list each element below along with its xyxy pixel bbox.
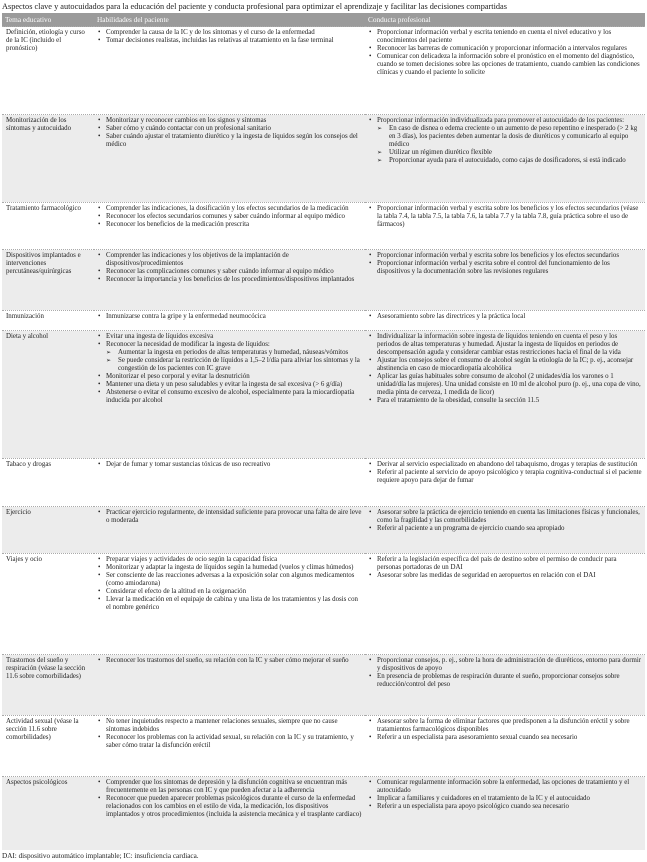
bullet-item: • Reconocer la importancia y los beneficios de los procedimientos/dispositivos implantados [97, 276, 362, 284]
bullet-item: • Comunicar regularmente información sobre la enfermedad, las opciones de tratamiento y el autocuidado [368, 779, 642, 795]
row-professional-conduct [365, 249, 645, 310]
row-topic: Tabaco y drogas [2, 459, 94, 506]
row-professional-conduct [365, 553, 645, 654]
row-topic: Tratamiento farmacológico [2, 202, 94, 249]
skills-list [97, 461, 362, 469]
bullet-item: • Proporcionar información verbal y escrita sobre los beneficios y los efectos secundarios [368, 252, 642, 260]
table-row [2, 655, 645, 716]
bullet-item: • Reconocer los problemas con la actividad sexual, su relación con la IC y su tratamiento, y saber cómo tratar la disfunción eréctil [97, 734, 362, 750]
bullet-item: • Llevar la medicación en el equipaje de cabina y una lista de los tratamientos y las dosis con el nombre genérico [97, 596, 362, 612]
bullet-item: • Ser consciente de las reacciones adversas a la exposición solar con algunos medicamentos (como amiodarona) [97, 572, 362, 588]
sub-bullet-item: ➢ Proporcionar ayuda para el autocuidado, como cajas de dosificadores, si está indicado [368, 157, 642, 165]
skills-list [97, 509, 362, 525]
bullet-item: • Reconocer los trastornos del sueño, su relación con la IC y saber cómo mejorar el sueño [97, 657, 362, 665]
table-row [2, 27, 645, 115]
conduct-list [368, 29, 642, 77]
row-patient-skills [94, 506, 365, 553]
bullet-item: • Proporcionar consejos, p. ej., sobre la hora de administración de diuréticos, entorno para dormir y dispositivos de apoyo [368, 657, 642, 673]
row-topic: Ejercicio [2, 506, 94, 553]
row-topic: Aspectos psicológicos [2, 776, 94, 850]
bullet-item: • Comprender que los síntomas de depresión y la disfunción cognitiva se encuentran más frecuentemente en las personas con IC y que pueden afectar a la adherencia [97, 779, 362, 795]
header-topic: Tema educativo [2, 13, 94, 27]
row-topic: Inmunización [2, 310, 94, 330]
education-table [2, 13, 645, 850]
bullet-item: • Tomar decisiones realistas, incluidas las relativas al tratamiento en la fase terminal [97, 37, 362, 45]
bullet-item: • Reconocer la necesidad de modificar la ingesta de líquidos: [97, 341, 362, 349]
bullet-item: • Ajustar los consejos sobre el consumo de alcohol según la etiología de la IC; p. ej., aconsejar abstinencia en caso de miocardiopatía alcohólica [368, 357, 642, 373]
skills-list [97, 29, 362, 45]
bullet-item: • Referir al paciente a un programa de ejercicio cuando sea apropiado [368, 525, 642, 533]
row-topic: Definición, etiología y curso de la IC (incluido el pronóstico) [2, 27, 94, 115]
bullet-item: • Comunicar con delicadeza la información sobre el pronóstico en el momento del diagnóstico, cuando se tomen decisiones sobre las opciones de tratamiento, cuando cambien las condiciones clínicas y cuando el paciente lo solicite [368, 53, 642, 77]
table-row [2, 202, 645, 249]
row-topic: Viajes y ocio [2, 553, 94, 654]
bullet-item: • Referir al paciente al servicio de apoyo psicológico y terapia cognitiva-conductual si el paciente requiere apoyo para dejar de fumar [368, 469, 642, 485]
table-row [2, 249, 645, 310]
bullet-item: • Asesorar sobre la forma de eliminar factores que predisponen a la disfunción eréctil y sobre tratamientos farmacológicos disponibles [368, 718, 642, 734]
bullet-item: • Monitorizar y adaptar la ingesta de líquidos según la humedad (vuelos y climas húmedos) [97, 564, 362, 572]
row-topic: Trastornos del sueño y respiración (véase la sección 11.6 sobre comorbilidades) [2, 655, 94, 716]
row-patient-skills [94, 202, 365, 249]
sub-bullet-item: ➢ Aumentar la ingesta en periodos de altas temperaturas y humedad, náuseas/vómitos [97, 349, 362, 357]
conduct-list [368, 252, 642, 276]
bullet-item: • Saber cómo y cuándo contactar con un profesional sanitario [97, 125, 362, 133]
bullet-item: • Referir a un especialista para asesoramiento sexual cuando sea necesario [368, 734, 642, 742]
bullet-item: • Para el tratamiento de la obesidad, consulte la sección 11.5 [368, 397, 642, 405]
table-row [2, 459, 645, 506]
footnote: DAI: dispositivo automático implantable; IC: insuficiencia cardiaca. [2, 852, 199, 860]
conduct-list [368, 313, 642, 321]
conduct-list [368, 205, 642, 229]
conduct-list [368, 509, 642, 533]
skills-list [97, 313, 362, 321]
sub-bullet-item: ➢ En caso de disnea o edema creciente o un aumento de peso repentino e inesperado (> 2 kg en 3 días), los pacientes deben aumentar la dosis de diuréticos y comunicarlo al equipo médico [368, 125, 642, 149]
row-patient-skills [94, 249, 365, 310]
row-patient-skills [94, 553, 365, 654]
bullet-item: • Preparar viajes y actividades de ocio según la capacidad física [97, 556, 362, 564]
bullet-item: • Individualizar la información sobre ingesta de líquidos teniendo en cuenta el peso y los periodos de altas temperaturas y humedad. Ajustar la ingesta de líquidos en periodos de descompensación aguda y considerar cambiar estas restricciones hacia el final de la vida [368, 333, 642, 357]
row-topic: Dispositivos implantados e intervenciones percutáneas/quirúrgicas [2, 249, 94, 310]
table-row [2, 776, 645, 850]
bullet-item: • Reconocer las barreras de comunicación y proporcionar información a intervalos regulares [368, 45, 642, 53]
row-professional-conduct [365, 114, 645, 202]
row-patient-skills [94, 27, 365, 115]
row-patient-skills [94, 716, 365, 777]
row-professional-conduct [365, 459, 645, 506]
bullet-item: • Asesorar sobre las medidas de seguridad en aeropuertos en relación con el DAI [368, 572, 642, 580]
sub-bullet-item: ➢ Utilizar un régimen diurético flexible [368, 149, 642, 157]
bullet-item: • Inmunizarse contra la gripe y la enfermedad neumocócica [97, 313, 362, 321]
conduct-list [368, 333, 642, 405]
row-patient-skills [94, 655, 365, 716]
skills-list [97, 205, 362, 229]
row-patient-skills [94, 331, 365, 459]
sub-bullet-item: ➢ Se puede considerar la restricción de líquidos a 1,5–2 l/día para aliviar los síntomas y la congestión de los pacientes con IC grave [97, 357, 362, 373]
bullet-item: • Comprender las indicaciones, la dosificación y los efectos secundarios de la medicación [97, 205, 362, 213]
bullet-item: • Evitar una ingesta de líquidos excesiva [97, 333, 362, 341]
row-patient-skills [94, 459, 365, 506]
bullet-item: • Proporcionar información verbal y escrita teniendo en cuenta el nivel educativo y los conocimientos del paciente [368, 29, 642, 45]
header-conduct: Conducta profesional [365, 13, 645, 27]
table-row [2, 716, 645, 777]
row-topic: Actividad sexual (véase la sección 11.6 sobre comorbilidades) [2, 716, 94, 777]
row-professional-conduct [365, 27, 645, 115]
table-row [2, 506, 645, 553]
bullet-item: • Reconocer las complicaciones comunes y saber cuándo informar al equipo médico [97, 268, 362, 276]
row-patient-skills [94, 776, 365, 850]
skills-list [97, 779, 362, 819]
bullet-item: • Asesorar sobre la práctica de ejercicio teniendo en cuenta las limitaciones físicas y funcionales, como la fragilidad y las comorbilidades [368, 509, 642, 525]
row-professional-conduct [365, 655, 645, 716]
conduct-list [368, 556, 642, 580]
bullet-item: • Referir a la legislación específica del país de destino sobre el permiso de conducir para personas portadoras de un DAI [368, 556, 642, 572]
table-caption: Aspectos clave y autocuidados para la educación del paciente y conducta profesional para optimizar el aprendizaje y facilitar las decisiones compartidas [2, 2, 507, 11]
bullet-item: • Monitorizar y reconocer cambios en los signos y síntomas [97, 117, 362, 125]
skills-list [97, 117, 362, 149]
skills-list [97, 252, 362, 284]
bullet-item: • Proporcionar información individualizada para promover el autocuidado de los pacientes: [368, 117, 642, 125]
bullet-item: • Abstenerse o evitar el consumo excesivo de alcohol, especialmente para la miocardiopatía inducida por alcohol [97, 389, 362, 405]
row-professional-conduct [365, 331, 645, 459]
table-row [2, 114, 645, 202]
row-professional-conduct [365, 716, 645, 777]
conduct-list [368, 718, 642, 742]
header-skills: Habilidades del paciente [94, 13, 365, 27]
bullet-item: • Practicar ejercicio regularmente, de intensidad suficiente para provocar una falta de aire leve o moderada [97, 509, 362, 525]
table-row [2, 310, 645, 330]
bullet-item: • Implicar a familiares y cuidadores en el tratamiento de la IC y el autocuidado [368, 795, 642, 803]
bullet-item: • Asesoramiento sobre las directrices y la práctica local [368, 313, 642, 321]
skills-list [97, 718, 362, 750]
bullet-item: • Reconocer que pueden aparecer problemas psicológicos durante el curso de la enfermedad relacionados con los cambios en el estilo de vida, la medicación, los dispositivos implantados y otros procedimientos (incluida la asistencia mecánica y el trasplante cardiaco) [97, 795, 362, 819]
row-professional-conduct [365, 310, 645, 330]
conduct-list [368, 461, 642, 485]
table-row [2, 331, 645, 459]
bullet-item: • Considerar el efecto de la altitud en la oxigenación [97, 588, 362, 596]
bullet-item: • Dejar de fumar y tomar sustancias tóxicas de uso recreativo [97, 461, 362, 469]
skills-list [97, 657, 362, 665]
bullet-item: • Comprender las indicaciones y los objetivos de la implantación de dispositivos/procedimientos [97, 252, 362, 268]
row-professional-conduct [365, 506, 645, 553]
bullet-item: • Mantener una dieta y un peso saludables y evitar la ingesta de sal excesiva (> 6 g/día) [97, 381, 362, 389]
table-header-row [2, 13, 645, 27]
skills-list [97, 556, 362, 612]
table-row [2, 553, 645, 654]
bullet-item: • Reconocer los efectos secundarios comunes y saber cuándo informar al equipo médico [97, 213, 362, 221]
bullet-item: • Referir a un especialista para apoyo psicológico cuando sea necesario [368, 803, 642, 811]
bullet-item: • Monitorizar el peso corporal y evitar la desnutrición [97, 373, 362, 381]
conduct-list [368, 779, 642, 811]
bullet-item: • Comprender la causa de la IC y de los síntomas y el curso de la enfermedad [97, 29, 362, 37]
bullet-item: • En presencia de problemas de respiración durante el sueño, proporcionar consejos sobre reducción/control del peso [368, 673, 642, 689]
bullet-item: • Proporcionar información verbal y escrita sobre los beneficios y los efectos secundarios (véase la tabla 7.4, la tabla 7.5, la tabla 7.6, la tabla 7.7 y la tabla 7.8, guía práctica sobre el uso de fármacos) [368, 205, 642, 229]
conduct-list [368, 117, 642, 165]
row-professional-conduct [365, 776, 645, 850]
row-topic: Dieta y alcohol [2, 331, 94, 459]
row-professional-conduct [365, 202, 645, 249]
bullet-item: • Proporcionar información verbal y escrita sobre el control del funcionamiento de los dispositivos y la documentación sobre las revisiones regulares [368, 260, 642, 276]
row-topic: Monitorización de los síntomas y autocuidado [2, 114, 94, 202]
bullet-item: • No tener inquietudes respecto a mantener relaciones sexuales, siempre que no cause síntomas indebidos [97, 718, 362, 734]
conduct-list [368, 657, 642, 689]
bullet-item: • Saber cuándo ajustar el tratamiento diurético y la ingesta de líquidos según los consejos del médico [97, 133, 362, 149]
skills-list [97, 333, 362, 405]
bullet-item: • Derivar al servicio especializado en abandono del tabaquismo, drogas y terapias de sustitución [368, 461, 642, 469]
table-body [2, 27, 645, 851]
bullet-item: • Aplicar las guías habituales sobre consumo de alcohol (2 unidades/día los varones o 1 unidad/día las mujeres). Una unidad consiste en 10 ml de alcohol puro (p. ej., una copa de vino, media pinta de cerveza, 1 medida de licor) [368, 373, 642, 397]
row-patient-skills [94, 114, 365, 202]
row-patient-skills [94, 310, 365, 330]
bullet-item: • Reconocer los beneficios de la medicación prescrita [97, 221, 362, 229]
